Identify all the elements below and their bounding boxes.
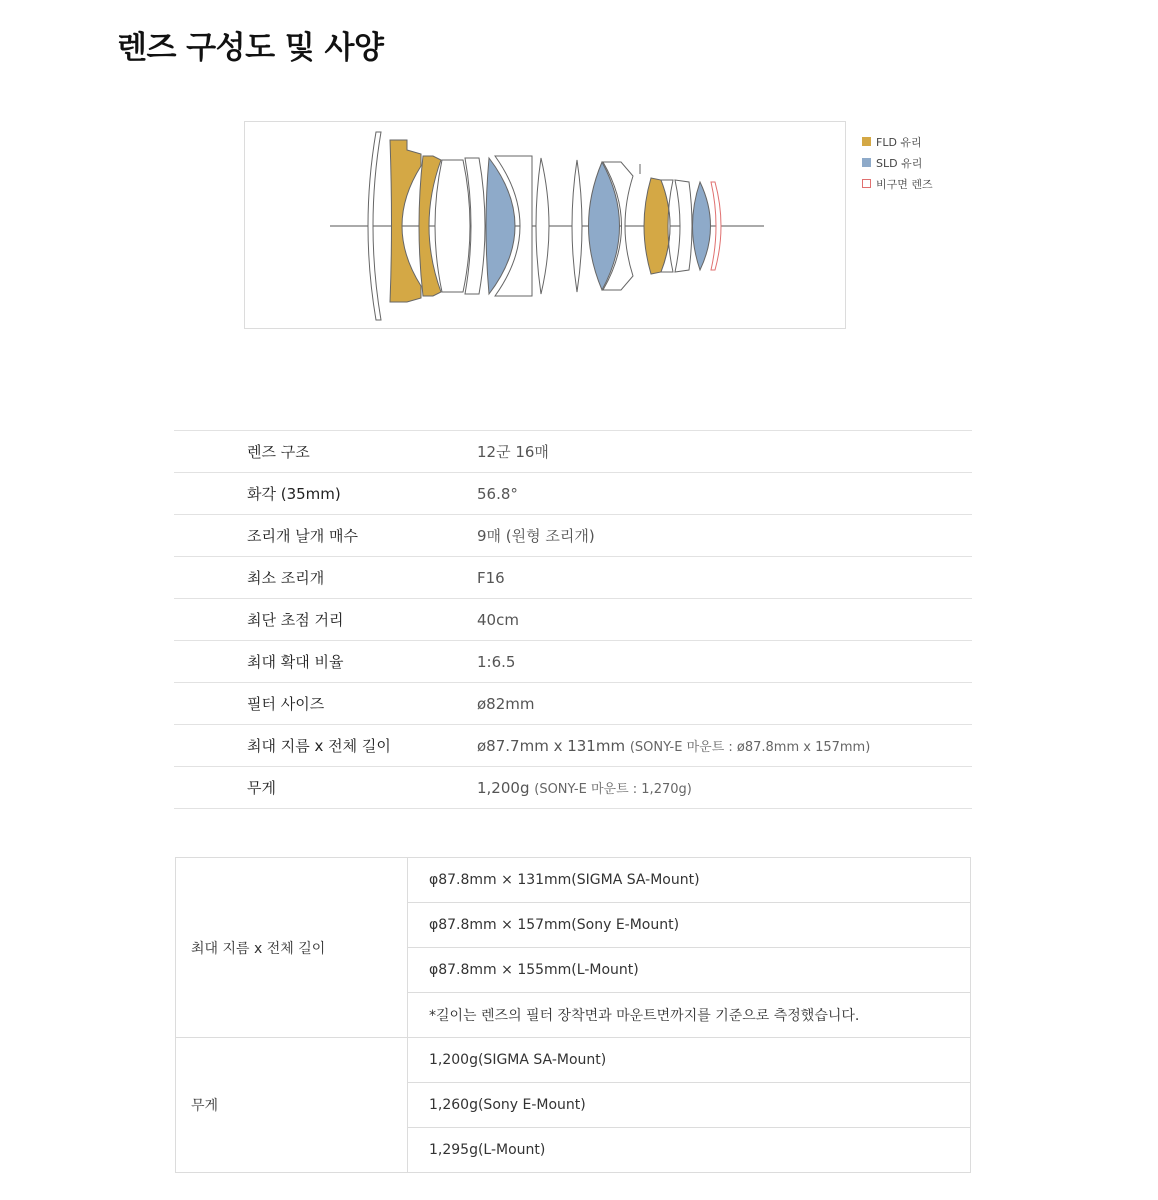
legend-label: 비구면 렌즈: [876, 177, 933, 191]
diagram-legend: [862, 131, 933, 194]
legend-label: SLD 유리: [876, 156, 923, 170]
legend-label: FLD 유리: [876, 135, 922, 149]
spec-value-text: F16: [477, 568, 505, 587]
spec-value: [477, 515, 972, 557]
dimensions-weight-table: [175, 857, 971, 1173]
spec-value-text: 40cm: [477, 610, 519, 629]
detail-value: φ87.8mm × 155mm(L-Mount): [408, 948, 971, 993]
spec-row: [174, 683, 972, 725]
lens-construction-diagram: [244, 121, 846, 329]
spec-value-text: ø87.7mm x 131mm: [477, 737, 626, 755]
spec-row: [174, 515, 972, 557]
spec-value: [477, 683, 972, 725]
specifications-table: [174, 430, 972, 809]
spec-value: [477, 725, 972, 767]
spec-value-text: ø82mm: [477, 694, 535, 713]
detail-row: [176, 858, 971, 903]
lens-element: [435, 160, 470, 292]
spec-label: 최단 초점 거리: [174, 599, 477, 641]
spec-note: (SONY-E 마운트 : 1,270g): [534, 782, 692, 797]
aspherical-swatch: [862, 179, 871, 188]
spec-value: [477, 557, 972, 599]
fld-swatch: [862, 137, 871, 146]
spec-value-text: 1:6.5: [477, 652, 516, 671]
spec-row: [174, 431, 972, 473]
lens-element-sld: [693, 182, 711, 270]
spec-row: [174, 599, 972, 641]
spec-label: 최대 지름 x 전체 길이: [174, 725, 477, 767]
detail-value: 1,200g(SIGMA SA-Mount): [408, 1038, 971, 1083]
legend-item-fld: [862, 131, 933, 152]
lens-element: [536, 158, 549, 294]
spec-label: 무게: [174, 767, 477, 809]
spec-row: [174, 725, 972, 767]
spec-value: [477, 641, 972, 683]
spec-value-text: 56.8°: [477, 484, 518, 503]
spec-label: 필터 사이즈: [174, 683, 477, 725]
detail-row: [176, 1038, 971, 1083]
spec-label: 최대 확대 비율: [174, 641, 477, 683]
spec-row: [174, 557, 972, 599]
sld-swatch: [862, 158, 871, 167]
spec-label: 렌즈 구조: [174, 431, 477, 473]
spec-label: 조리개 날개 매수: [174, 515, 477, 557]
spec-value: [477, 599, 972, 641]
detail-note: *길이는 렌즈의 필터 장착면과 마운트면까지를 기준으로 측정했습니다.: [408, 993, 971, 1038]
spec-label: 최소 조리개: [174, 557, 477, 599]
lens-element-fld: [390, 140, 421, 302]
spec-value: [477, 767, 972, 809]
spec-row: [174, 641, 972, 683]
detail-value: 1,295g(L-Mount): [408, 1128, 971, 1173]
lens-element: [572, 160, 582, 292]
lens-diagram-svg: [245, 122, 847, 330]
detail-value: φ87.8mm × 131mm(SIGMA SA-Mount): [408, 858, 971, 903]
spec-label: 화각 (35mm): [174, 473, 477, 515]
page-title: 렌즈 구성도 및 사양: [117, 30, 384, 66]
legend-item-aspherical: [862, 173, 933, 194]
spec-row: [174, 767, 972, 809]
spec-value: [477, 431, 972, 473]
detail-value: φ87.8mm × 157mm(Sony E-Mount): [408, 903, 971, 948]
detail-group-label: 최대 지름 x 전체 길이: [176, 858, 408, 1038]
spec-row: [174, 473, 972, 515]
spec-value: [477, 473, 972, 515]
spec-value-text: 1,200g: [477, 779, 530, 797]
detail-group-label: 무게: [176, 1038, 408, 1173]
spec-value-text: 9매 (원형 조리개): [477, 527, 595, 545]
legend-item-sld: [862, 152, 933, 173]
spec-note: (SONY-E 마운트 : ø87.8mm x 157mm): [629, 740, 871, 755]
detail-value: 1,260g(Sony E-Mount): [408, 1083, 971, 1128]
spec-value-text: 12군 16매: [477, 443, 549, 461]
